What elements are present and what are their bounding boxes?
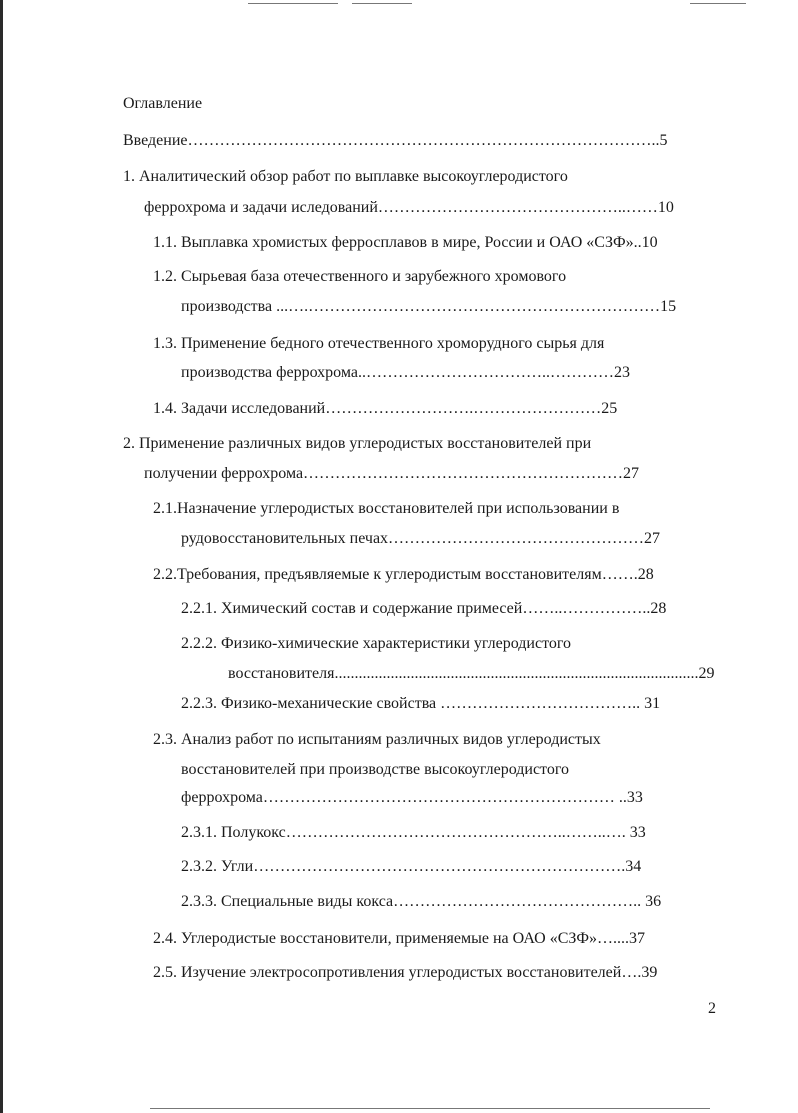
toc-entry-2-3: 2.3. Анализ работ по испытаниям различных видов углеродистых — [153, 731, 601, 748]
toc-entry-2-3-cont-1: восстановителей при производстве высокоуглеродистого — [181, 761, 569, 778]
scan-border-left — [0, 0, 3, 1113]
toc-entry-1-2-cont: производства ...….…………………………………………………………15 — [181, 298, 677, 315]
toc-entry-1-2: 1.2. Сырьевая база отечественного и зарубежного хромового — [153, 268, 567, 285]
scan-line-top — [248, 3, 338, 4]
page-number: 2 — [708, 1000, 716, 1017]
toc-entry-2-4: 2.4. Углеродистые восстановители, применяемые на ОАО «СЗФ»…....37 — [153, 930, 646, 947]
toc-entry-1-3: 1.3. Применение бедного отечественного хроморудного сырья для — [153, 335, 605, 352]
toc-entry-1-1: 1.1. Выплавка хромистых ферросплавов в мире, России и ОАО «СЗФ»..10 — [153, 234, 658, 251]
scan-line-bottom — [150, 1108, 710, 1109]
toc-entry-chapter-2: 2. Применение различных видов углеродистых восстановителей при — [123, 435, 592, 452]
toc-entry-2-3-2: 2.3.2. Угли…………………………………………………………….34 — [181, 858, 642, 875]
toc-entry-2-2-2-cont: восстановителя...........................................................................................29 — [228, 665, 715, 682]
toc-entry-2-1-cont: рудовосстановительных печах…………………………………………27 — [181, 530, 661, 547]
toc-entry-2-5: 2.5. Изучение электросопротивления углеродистых восстановителей….39 — [153, 964, 658, 981]
toc-entry-chapter-2-cont: получении феррохрома……………………………………………………27 — [144, 465, 640, 482]
toc-entry-1-4: 1.4. Задачи исследований……………………….……………………25 — [153, 400, 618, 417]
toc-entry-2-2-3: 2.2.3. Физико-механические свойства ……………………………….. 31 — [181, 695, 661, 712]
toc-entry-2-3-1: 2.3.1. Полукокс……………………………………………..……..…. 33 — [181, 824, 646, 841]
toc-entry-2-2-2: 2.2.2. Физико-химические характеристики углеродистого — [181, 635, 572, 652]
toc-entry-chapter-1: 1. Аналитический обзор работ по выплавке высокоуглеродистого — [123, 168, 568, 185]
toc-entry-2-2-1: 2.2.1. Химический состав и содержание примесей……..……………..28 — [181, 600, 667, 617]
toc-entry-2-3-cont-2: феррохрома………………………………………………………… ..33 — [181, 789, 643, 806]
toc-title: Оглавление — [123, 95, 203, 112]
toc-entry-introduction: Введение……………………………………………………………………………..5 — [123, 132, 668, 149]
toc-entry-2-2: 2.2.Требования, предъявляемые к углеродистым восстановителям…….28 — [153, 566, 654, 583]
toc-entry-2-1: 2.1.Назначение углеродистых восстановителей при использовании в — [153, 500, 620, 517]
scan-line-top — [690, 3, 746, 4]
toc-entry-1-3-cont: производства феррохрома..……………………………..…………23 — [181, 364, 630, 381]
toc-entry-2-3-3: 2.3.3. Специальные виды кокса……………………………………….. 36 — [181, 893, 662, 910]
scan-line-top — [352, 3, 412, 4]
toc-entry-chapter-1-cont: феррохрома и задачи иследований………………………………………..……10 — [144, 199, 674, 216]
